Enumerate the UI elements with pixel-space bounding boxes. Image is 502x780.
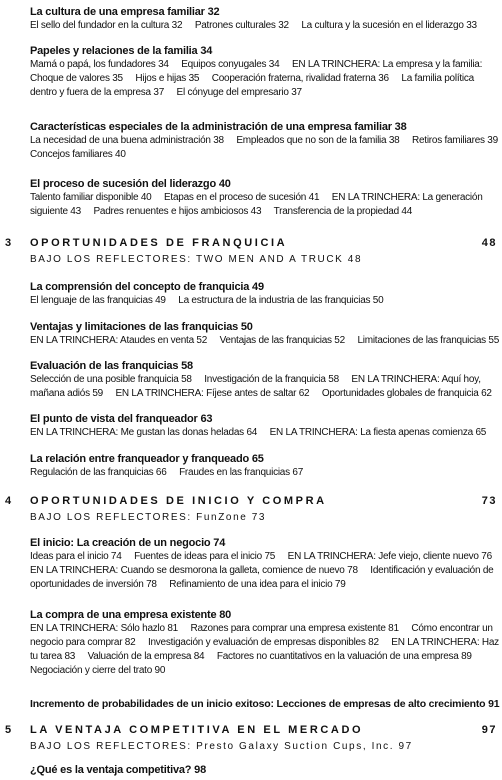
chapter-title: LA VENTAJA COMPETITIVA EN EL MERCADO [30,724,364,736]
toc-section-administration [30,120,498,162]
toc-entry: Investigación y evaluación de empresas disponibles 82 [147,637,379,648]
toc-line [30,134,498,148]
chapter-number: 4 [5,495,12,507]
toc-entry: Talento familiar disponible 40 [30,192,152,203]
toc-section-franchise-concept [30,280,490,308]
toc-entry: Retiros familiares 39 [412,135,498,146]
toc-section-franchise-relationship [30,452,490,480]
toc-line [30,148,490,162]
toc-entry: Choque de valores 35 [30,73,123,84]
chapter-3-header [5,237,497,271]
toc-entry: Empleados que no son de la familia 38 [236,135,400,146]
toc-line [30,86,490,100]
chapter-number: 3 [5,237,12,249]
toc-entry: Valuación de la empresa 84 [87,651,205,662]
toc-entry: Identificación y evaluación de [370,565,494,576]
toc-entry: dentro y fuera de la empresa 37 [30,87,165,98]
toc-entry: Factores no cuantitativos en la valuación de una empresa 89 [216,651,472,662]
toc-entry: La cultura y la sucesión en el liderazgo 33 [301,20,477,31]
toc-entry: Cooperación fraterna, rivalidad fraterna 36 [211,73,389,84]
toc-line [30,191,490,205]
toc-entry: Regulación de las franquicias 66 [30,467,167,478]
toc-entry: El cónyuge del empresario 37 [176,87,302,98]
toc-line [30,564,494,578]
section-heading: La cultura de una empresa familiar 32 [30,6,220,18]
section-heading: Características especiales de la administración de una empresa familiar 38 [30,121,407,133]
toc-line [30,578,490,592]
chapter-spotlight: BAJO LOS REFLECTORES: Presto Galaxy Suction Cups, Inc. 97 [30,741,413,752]
toc-entry: Cómo encontrar un [411,623,493,634]
toc-line [30,622,493,636]
toc-entry: Oportunidades globales de franquicia 62 [321,388,492,399]
toc-entry: EN LA TRINCHERA: Ataudes en venta 52 [30,335,208,346]
toc-entry: El lenguaje de las franquicias 49 [30,295,166,306]
chapter-number: 5 [5,724,12,736]
toc-entry: Razones para comprar una empresa existente 81 [190,623,399,634]
toc-line [30,387,490,401]
section-heading: Evaluación de las franquicias 58 [30,360,193,372]
toc-entry: La familia política [401,73,474,84]
toc-section-competitive-advantage [30,763,490,777]
section-heading: La compra de una empresa existente 80 [30,609,232,621]
toc-section-family-roles [30,44,490,100]
chapter-5-header [5,724,497,758]
chapter-4-header [5,495,497,529]
toc-entry: EN LA TRINCHERA: La generación [331,192,483,203]
toc-entry: Investigación de la franquicia 58 [204,374,339,385]
toc-line [30,294,490,308]
toc-entry: oportunidades de inversión 78 [30,579,157,590]
toc-entry: Padres renuentes e hijos ambiciosos 43 [93,206,262,217]
chapter-spotlight: BAJO LOS REFLECTORES: FunZone 73 [30,512,267,523]
toc-section-success-odds [30,697,500,711]
toc-line [30,334,500,348]
toc-section-franchise-evaluation [30,359,490,401]
toc-entry: EN LA TRINCHERA: Aquí hoy, [351,374,481,385]
chapter-page-number: 73 [481,495,497,507]
toc-entry: La estructura de la industria de las franquicias 50 [178,295,384,306]
toc-entry: EN LA TRINCHERA: Me gustan las donas heladas 64 [30,427,258,438]
toc-entry: EN LA TRINCHERA: La fiesta apenas comienza 65 [269,427,487,438]
toc-entry: Concejos familiares 40 [30,149,126,160]
toc-entry: Transferencia de la propiedad 44 [273,206,413,217]
chapter-spotlight: BAJO LOS REFLECTORES: TWO MEN AND A TRUCK 48 [30,254,363,265]
section-heading: ¿Qué es la ventaja competitiva? 98 [30,764,206,776]
toc-line [30,466,490,480]
toc-entry: tu tarea 83 [30,651,76,662]
toc-entry: Etapas en el proceso de sucesión 41 [164,192,320,203]
toc-entry: Fraudes en las franquicias 67 [179,467,304,478]
toc-entry: Ventajas de las franquicias 52 [219,335,345,346]
toc-entry: Refinamiento de una idea para el inicio 79 [169,579,346,590]
toc-section-succession [30,177,490,219]
section-heading: Ventajas y limitaciones de las franquicias 50 [30,321,253,333]
toc-entry: mañana adiós 59 [30,388,103,399]
toc-entry: Equipos conyugales 34 [181,59,280,70]
toc-section-franchisor-view [30,412,490,440]
chapter-title: OPORTUNIDADES DE FRANQUICIA [30,237,288,249]
toc-section-buying-business [30,608,499,678]
toc-entry: Hijos e hijas 35 [135,73,200,84]
toc-entry: Negociación y cierre del trato 90 [30,665,166,676]
toc-line [30,426,490,440]
section-heading: El punto de vista del franqueador 63 [30,413,213,425]
toc-entry: negocio para comprar 82 [30,637,136,648]
toc-line [30,373,490,387]
toc-line [30,550,490,564]
section-heading: El inicio: La creación de un negocio 74 [30,537,226,549]
section-heading: El proceso de sucesión del liderazgo 40 [30,178,231,190]
toc-entry: Limitaciones de las franquicias 55 [357,335,500,346]
section-heading: La comprensión del concepto de franquicia 49 [30,281,264,293]
toc-entry: Patrones culturales 32 [194,20,289,31]
toc-entry: EN LA TRINCHERA: Fíjese antes de saltar 62 [115,388,310,399]
toc-entry: EN LA TRINCHERA: Jefe viejo, cliente nuevo 76 [287,551,492,562]
toc-entry: siguiente 43 [30,206,81,217]
chapter-page-number: 48 [481,237,497,249]
toc-line [30,58,490,72]
toc-entry: EN LA TRINCHERA: Cuando se desmorona la galleta, comience de nuevo 78 [30,565,358,576]
section-heading: Incremento de probabilidades de un inicio exitoso: Lecciones de empresas de alto crecimiento 91 [30,698,500,710]
toc-section-franchise-pros-cons [30,320,500,348]
toc-entry: EN LA TRINCHERA: Haz [391,637,499,648]
toc-line [30,72,490,86]
toc-entry: Selección de una posible franquicia 58 [30,374,192,385]
toc-line [30,19,490,33]
toc-line [30,636,499,650]
toc-section-startup [30,536,494,592]
toc-entry: Mamá o papá, los fundadores 34 [30,59,169,70]
toc-line [30,664,490,678]
section-heading: Papeles y relaciones de la familia 34 [30,45,213,57]
toc-entry: EN LA TRINCHERA: Sólo hazlo 81 [30,623,178,634]
toc-entry: El sello del fundador en la cultura 32 [30,20,183,31]
section-heading: La relación entre franqueador y franqueado 65 [30,453,264,465]
chapter-page-number: 97 [481,724,497,736]
toc-entry: Fuentes de ideas para el inicio 75 [134,551,276,562]
toc-entry: La necesidad de una buena administración 38 [30,135,224,146]
toc-line [30,650,490,664]
toc-entry: Ideas para el inicio 74 [30,551,122,562]
toc-line [30,205,490,219]
chapter-title: OPORTUNIDADES DE INICIO Y COMPRA [30,495,327,507]
toc-entry: EN LA TRINCHERA: La empresa y la familia: [291,59,483,70]
toc-section-family-culture [30,5,490,33]
